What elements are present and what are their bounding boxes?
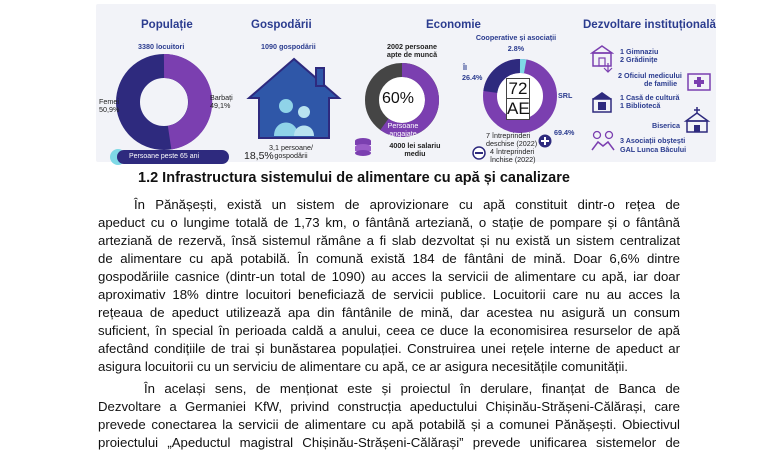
male-segment xyxy=(164,66,200,138)
srl-pct: 69.4% xyxy=(554,128,575,137)
house-family-icon xyxy=(246,56,342,140)
handshake-icon xyxy=(590,130,616,154)
paragraph-1-line: afectând condițiile de trai și bunăstarea populației. Construirea unei rețele interne de apeduct ar xyxy=(98,341,680,356)
female-label: Femei xyxy=(99,97,119,106)
employed-line2: angajate xyxy=(389,129,417,138)
coins-icon xyxy=(354,136,372,160)
workforce-line2: apte de muncă xyxy=(386,50,438,59)
church-label: Biserica xyxy=(652,121,680,130)
culture-line2: 1 Bibliotecă xyxy=(620,101,661,110)
srl-label: SRL xyxy=(558,91,573,100)
closed-line1: 4 întreprinderi xyxy=(490,147,535,156)
paragraph-2-line: Dezvoltare a Germaniei KfW, privind construcția apeductului Chișinău-Strășeni-Călărași, care xyxy=(98,399,680,414)
culture-line1: 1 Casă de cultură xyxy=(620,93,680,102)
elderly-pct: 18,5% xyxy=(244,150,274,162)
arrow-down-icon xyxy=(602,62,614,74)
employed-line1: Persoane xyxy=(387,121,419,130)
ae-label: AE xyxy=(507,99,530,118)
salary-line2: mediu xyxy=(404,149,426,158)
household-avg-line2: gospodării xyxy=(274,151,308,160)
ii-label: ÎI xyxy=(463,63,467,72)
male-pct: 49,1% xyxy=(210,101,231,110)
paragraph-2 xyxy=(98,380,680,452)
statistics-infographic xyxy=(96,4,716,162)
edu-line1: 1 Gimnaziu xyxy=(620,47,659,56)
population-total: 3380 locuitori xyxy=(138,42,185,51)
minus-circle-icon xyxy=(472,146,486,160)
plus-circle-icon xyxy=(538,134,552,148)
paragraph-1-line: asigura locuitorii cu un serviciu de alimentare cu apă, ce ar asigura necesitățile comunității. xyxy=(98,359,628,374)
paragraph-1 xyxy=(98,196,680,376)
employed-pct: 60% xyxy=(382,90,415,107)
med-line1: 2 Oficiul medicului xyxy=(618,71,682,80)
coop-label: Cooperative și asociații xyxy=(475,33,557,42)
paragraph-1-line: rețeaua de apeduct utilizează apa din fântânile de mină, dar acestea nu asigură un consum xyxy=(98,305,680,320)
elderly-label: Persoane peste 65 ani xyxy=(117,150,229,164)
paragraph-1-line: gospodăriile casnice (dintr-un total de 1090) au acces la servicii de alimentare cu apă, iar doar xyxy=(98,269,680,284)
edu-line2: 2 Grădinițe xyxy=(620,55,658,64)
male-label: Barbați xyxy=(210,93,233,102)
coop-segment xyxy=(520,66,525,67)
workforce-line1: 2002 persoane xyxy=(387,42,437,51)
assoc-line1: 3 Asociații obștești xyxy=(620,136,686,145)
household-avg-line1: 3,1 persoane/ xyxy=(269,143,313,152)
assoc-line2: GAL Lunca Bâcului xyxy=(620,145,687,154)
med-line2: de familie xyxy=(644,79,678,88)
paragraph-1-line: apeduct cu o lungime totală de 1,73 km, o fântână arteziană, o stație de pompare și o fântână xyxy=(98,215,680,230)
institutional-title: Dezvoltare instituțională xyxy=(583,19,716,31)
paragraph-1-line: aproximativ 18% dintre locuitori beneficiază de servicii publice. Locuitorii care nu au acces la xyxy=(98,287,680,302)
ae-count: 72 xyxy=(506,78,530,100)
paragraph-1-line: În Pănășești, există un sistem de aprovizionare cu apă constituit dintr-o rețea de xyxy=(134,197,680,212)
paragraph-1-line: de alimentare cu apă potabilă. În comună există 184 de fântâni de mină. Doar 6,6% dintre xyxy=(98,251,680,266)
female-pct: 50,9% xyxy=(99,105,120,114)
clinic-icon xyxy=(686,68,712,92)
paragraph-1-line: arteziană de rezervă, însă sistemul rămâne a fi slab dezvoltat și nu există un sistem centralizat xyxy=(98,233,680,248)
paragraph-2-line: proiectului „Apeductul magistral Chișinău-Strășeni-Călărași” prevede unificarea sistemelor de xyxy=(98,435,680,450)
population-donut-chart xyxy=(114,52,214,152)
households-total: 1090 gospodării xyxy=(261,42,316,51)
church-icon xyxy=(682,106,712,134)
opened-line1: 7 întreprinderi xyxy=(486,131,531,140)
paragraph-1-line: suficient, în special în perioada caldă a anului, ceea ce duce la economisirea resurselor de apă xyxy=(98,323,680,338)
culture-house-icon xyxy=(590,90,614,114)
opened-line2: deschise (2022) xyxy=(486,139,538,148)
paragraph-2-line: În același sens, de menționat este și proiectul în derulare, finanțat de Banca de xyxy=(144,381,680,396)
salary-line1: 4000 lei salariu xyxy=(389,141,441,150)
households-title: Gospodării xyxy=(251,19,312,31)
section-heading: 1.2 Infrastructura sistemului de alimentare cu apă și canalizare xyxy=(138,170,570,186)
economy-title: Economie xyxy=(426,19,481,31)
coop-pct: 2.8% xyxy=(507,44,525,53)
closed-line2: închise (2022) xyxy=(490,155,536,164)
ii-pct: 26.4% xyxy=(462,73,483,82)
population-title: Populație xyxy=(141,19,193,31)
paragraph-2-line: prevede conectarea la servicii de alimentare cu apă potabilă și a comunei Pănășești. Obiectivul xyxy=(98,417,680,432)
